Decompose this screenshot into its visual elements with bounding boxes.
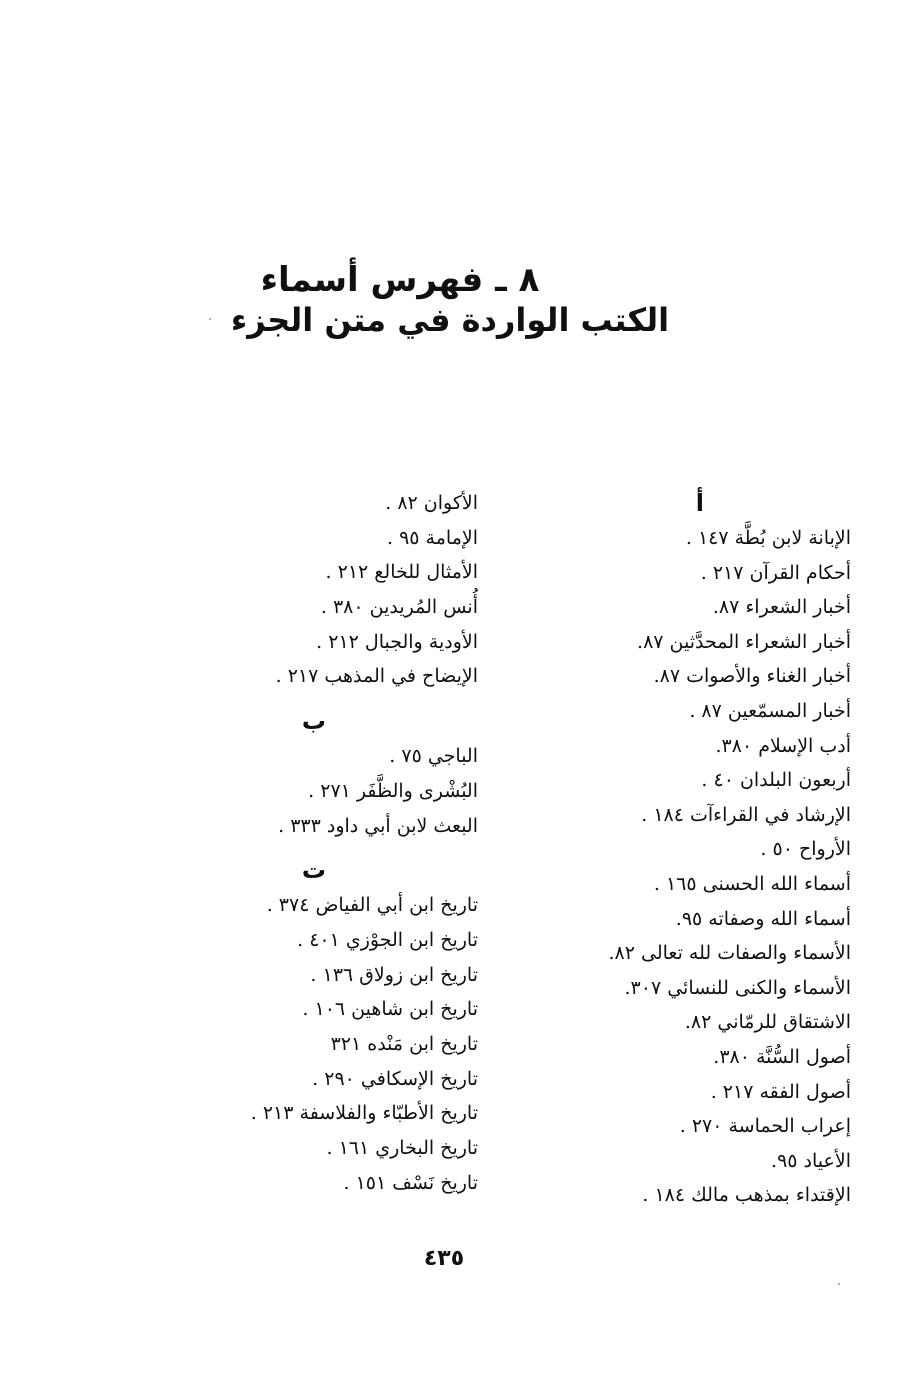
index-entry: الإقتداء بمذهب مالك ١٨٤ .: [642, 1184, 851, 1207]
index-entry: الأمثال للخالع ٢١٢ .: [325, 561, 478, 584]
letter-heading-ta: ت: [301, 856, 326, 885]
index-entry: أخبار الشعراء المحدَّثين ٨٧.: [637, 630, 851, 653]
index-entry: تاريخ ابن شاهين ١٠٦ .: [302, 998, 478, 1021]
letter-heading-ba: ب: [301, 707, 326, 736]
index-entry: الأكوان ٨٢ .: [385, 492, 478, 514]
index-entry: البعث لابن أبي داود ٣٣٣ .: [278, 814, 478, 837]
index-section-alif-continued: [178, 486, 478, 694]
index-entry: أخبار المسمّعين ٨٧ .: [689, 699, 851, 722]
letter-heading-alif: أ: [695, 489, 704, 517]
section-gap: [178, 843, 478, 853]
scan-speck: [209, 318, 211, 320]
index-entry: تاريخ ابن الجوْزي ٤٠١ .: [297, 928, 478, 951]
index-entry: تاريخ ابن مَنْده ٣٢١: [330, 1032, 478, 1055]
index-entry: أدب الإسلام ٣٨٠.: [715, 734, 851, 757]
index-entry: الإيضاح في المذهب ٢١٧ .: [275, 665, 478, 688]
index-entry: الاشتقاق للرمّاني ٨٢.: [684, 1011, 851, 1034]
index-entry: إعراب الحماسة ٢٧٠ .: [679, 1115, 851, 1138]
index-entry: الإرشاد في القراءآت ١٨٤ .: [641, 803, 851, 826]
index-entry: تاريخ ابن أبي الفياض ٣٧٤ .: [266, 894, 478, 917]
index-entry: الأرواح ٥٠ .: [760, 838, 851, 861]
index-entry: أخبار الغناء والأصوات ٨٧.: [653, 665, 851, 688]
index-entry: أخبار الشعراء ٨٧.: [712, 596, 851, 619]
index-entry: الإمامة ٩٥ .: [387, 526, 478, 549]
index-section-ba: [178, 704, 478, 843]
index-entry: أحكام القرآن ٢١٧ .: [700, 561, 851, 584]
index-column-right: [521, 486, 851, 1213]
index-entry: أربعون البلدان ٤٠ .: [701, 769, 851, 792]
index-column-left: [178, 486, 478, 1200]
index-entry: أُنس المُريدين ٣٨٠ .: [320, 596, 478, 619]
index-entry: الأسماء والصفات لله تعالى ٨٢.: [608, 942, 851, 965]
index-entry: تاريخ الأطبّاء والفلاسفة ٢١٣ .: [250, 1102, 478, 1125]
index-entry: تاريخ نَسْف ١٥١ .: [343, 1171, 478, 1194]
index-entry: تاريخ الإسكافي ٢٩٠ .: [312, 1067, 478, 1090]
index-title-line1: ٨ ـ فهرس أسماء: [260, 260, 540, 300]
index-entry: تاريخ ابن زولاق ١٣٦ .: [310, 963, 478, 986]
index-entry: البُشْرى والظَّفَر ٢٧١ .: [308, 779, 478, 802]
index-entry: أسماء الله وصفاته ٩٥.: [675, 907, 851, 930]
index-entry: الإبانة لابن بُطَّة ١٤٧ .: [685, 527, 851, 549]
section-gap: [178, 694, 478, 704]
index-entry: الأسماء والكنى للنسائي ٣٠٧.: [624, 976, 851, 999]
index-entry: أسماء الله الحسنى ١٦٥ .: [653, 872, 851, 895]
index-entry: أصول الفقه ٢١٧ .: [710, 1080, 851, 1103]
index-title-line2: الكتب الواردة في متن الجزء: [230, 301, 670, 339]
index-entry: الأودية والجبال ٢١٢ .: [316, 630, 478, 653]
index-entry: تاريخ البخاري ١٦١ .: [326, 1137, 478, 1159]
index-section-ta: [178, 853, 478, 1200]
index-entry: الأعياد ٩٥.: [771, 1149, 851, 1172]
index-entry: أصول السُّنَّة ٣٨٠.: [713, 1045, 851, 1068]
index-entry: الباجي ٧٥ .: [389, 745, 478, 768]
scan-speck: [838, 1283, 840, 1285]
page-number: ٤٣٥: [423, 1246, 465, 1271]
